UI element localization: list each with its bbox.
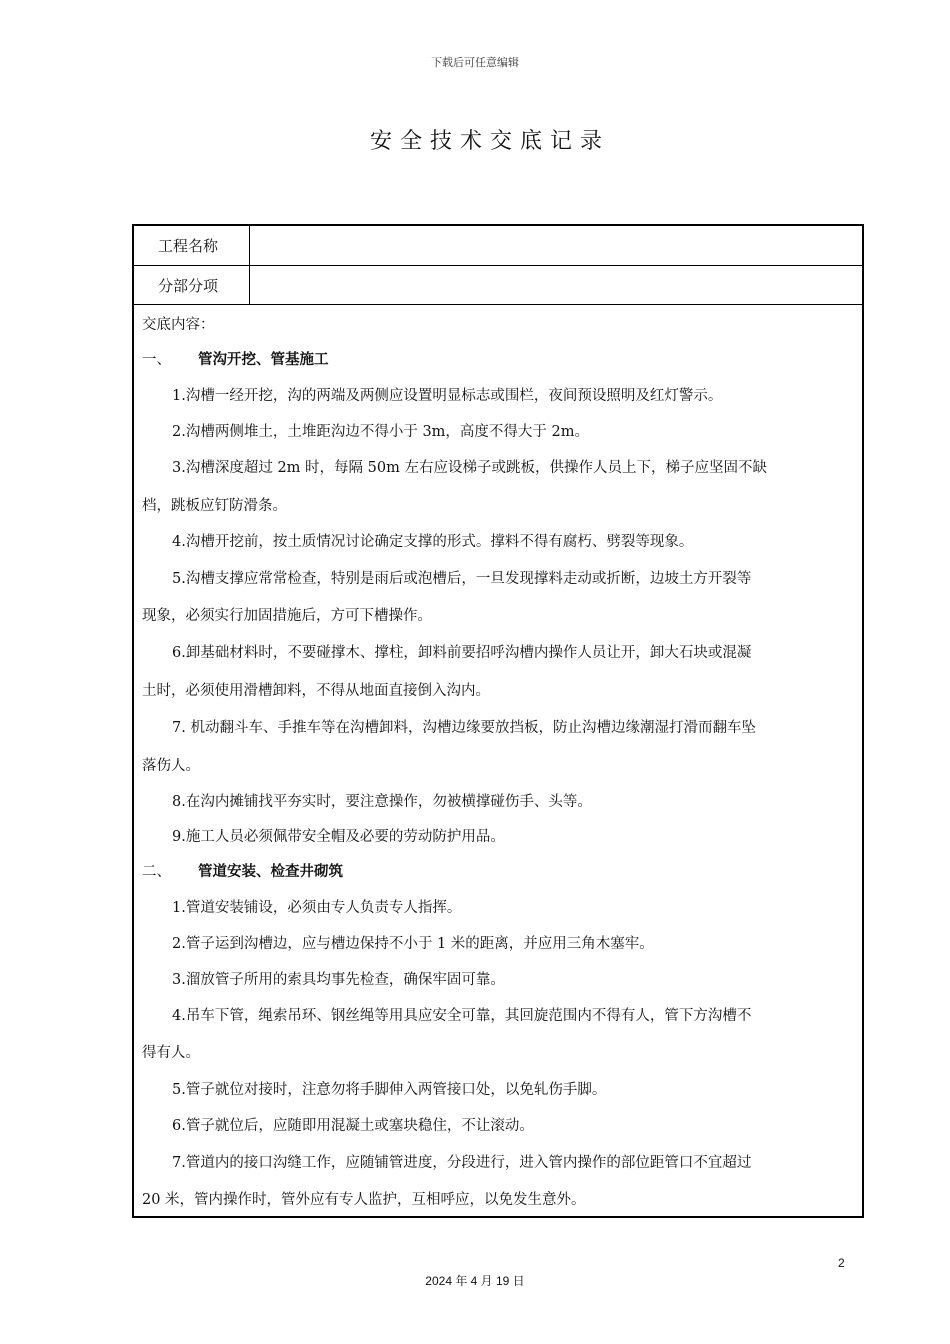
content-intro: 交底内容：: [142, 317, 215, 333]
section-1-item: 4.沟槽开挖前，按土质情况讨论确定支撑的形式。撑料不得有腐朽、劈裂等现象。: [172, 534, 694, 550]
section-2-item-continued: 得有人。: [142, 1045, 200, 1061]
section-1-title: 管沟开挖、管基施工: [198, 351, 329, 368]
section-1-heading: [142, 348, 329, 369]
project-name-field[interactable]: [250, 226, 862, 265]
section-1-item-continued: 土时，必须使用滑槽卸料，不得从地面直接倒入沟内。: [142, 683, 490, 699]
section-1-number: 一、: [142, 352, 171, 368]
section-2-item: 5.管子就位对接时，注意勿将手脚伸入两管接口处，以免轧伤手脚。: [172, 1082, 607, 1098]
section-2-item-continued: 20 米，管内操作时，管外应有专人监护，互相呼应，以免发生意外。: [142, 1192, 586, 1208]
project-name-row: [134, 226, 862, 266]
section-1-item: 7. 机动翻斗车、手推车等在沟槽卸料，沟槽边缘要放挡板，防止沟槽边缘潮湿打滑而翻车坠: [172, 720, 756, 736]
disclosure-content: [134, 306, 862, 1216]
section-2-item: 1.管道安装铺设，必须由专人负责专人指挥。: [172, 900, 462, 916]
subsection-row: [134, 266, 862, 305]
section-1-item: 9.施工人员必须佩带安全帽及必要的劳动防护用品。: [172, 829, 505, 845]
section-1-item: 1.沟槽一经开挖，沟的两端及两侧应设置明显标志或围栏，夜间预设照明及红灯警示。: [172, 388, 723, 404]
section-2-item: 4.吊车下管，绳索吊环、钢丝绳等用具应安全可靠，其回旋范围内不得有人，管下方沟槽不: [172, 1008, 752, 1024]
section-2-item: 2.管子运到沟槽边，应与槽边保持不小于 1 米的距离，并应用三角木塞牢。: [172, 936, 654, 952]
header-note: 下载后可任意编辑: [431, 56, 519, 69]
subsection-field[interactable]: [250, 266, 862, 304]
section-2-item: 3.溜放管子所用的索具均事先检查，确保牢固可靠。: [172, 972, 505, 988]
section-1-item-continued: 落伤人。: [142, 758, 200, 774]
document-title: 安全技术交底记录: [369, 129, 610, 154]
section-1-item: 2.沟槽两侧堆土，土堆距沟边不得小于 3m，高度不得大于 2m。: [172, 424, 590, 440]
page-number: 2: [838, 1256, 845, 1270]
section-2-item: 6.管子就位后，应随即用混凝土或塞块稳住，不让滚动。: [172, 1118, 534, 1134]
section-1-item-continued: 现象，必须实行加固措施后，方可下槽操作。: [142, 608, 432, 624]
disclosure-table: [132, 224, 864, 1218]
section-1-item: 8.在沟内摊铺找平夯实时，要注意操作，勿被横撑碰伤手、头等。: [172, 794, 592, 810]
section-1-item: 6.卸基础材料时，不要碰撑木、撑柱，卸料前要招呼沟槽内操作人员让开，卸大石块或混凝: [172, 645, 752, 661]
section-2-heading: [142, 860, 343, 881]
section-1-item: 5.沟槽支撑应常常检查，特别是雨后或泡槽后，一旦发现撑料走动或折断，边坡土方开裂等: [172, 571, 752, 587]
section-1-item: 3.沟槽深度超过 2m 时，每隔 50m 左右应设梯子或跳板，供操作人员上下，梯子应坚固不缺: [172, 460, 767, 476]
subsection-label: 分部分项: [134, 266, 250, 304]
section-2-title: 管道安装、检查井砌筑: [198, 863, 343, 880]
section-2-item: 7.管道内的接口沟缝工作，应随铺管进度，分段进行，进入管内操作的部位距管口不宜超过: [172, 1155, 752, 1171]
section-2-number: 二、: [142, 864, 171, 880]
section-1-item-continued: 档，跳板应钉防滑条。: [142, 498, 287, 514]
project-name-label: 工程名称: [134, 226, 250, 265]
footer-date: 2024 年 4 月 19 日: [425, 1274, 525, 1288]
